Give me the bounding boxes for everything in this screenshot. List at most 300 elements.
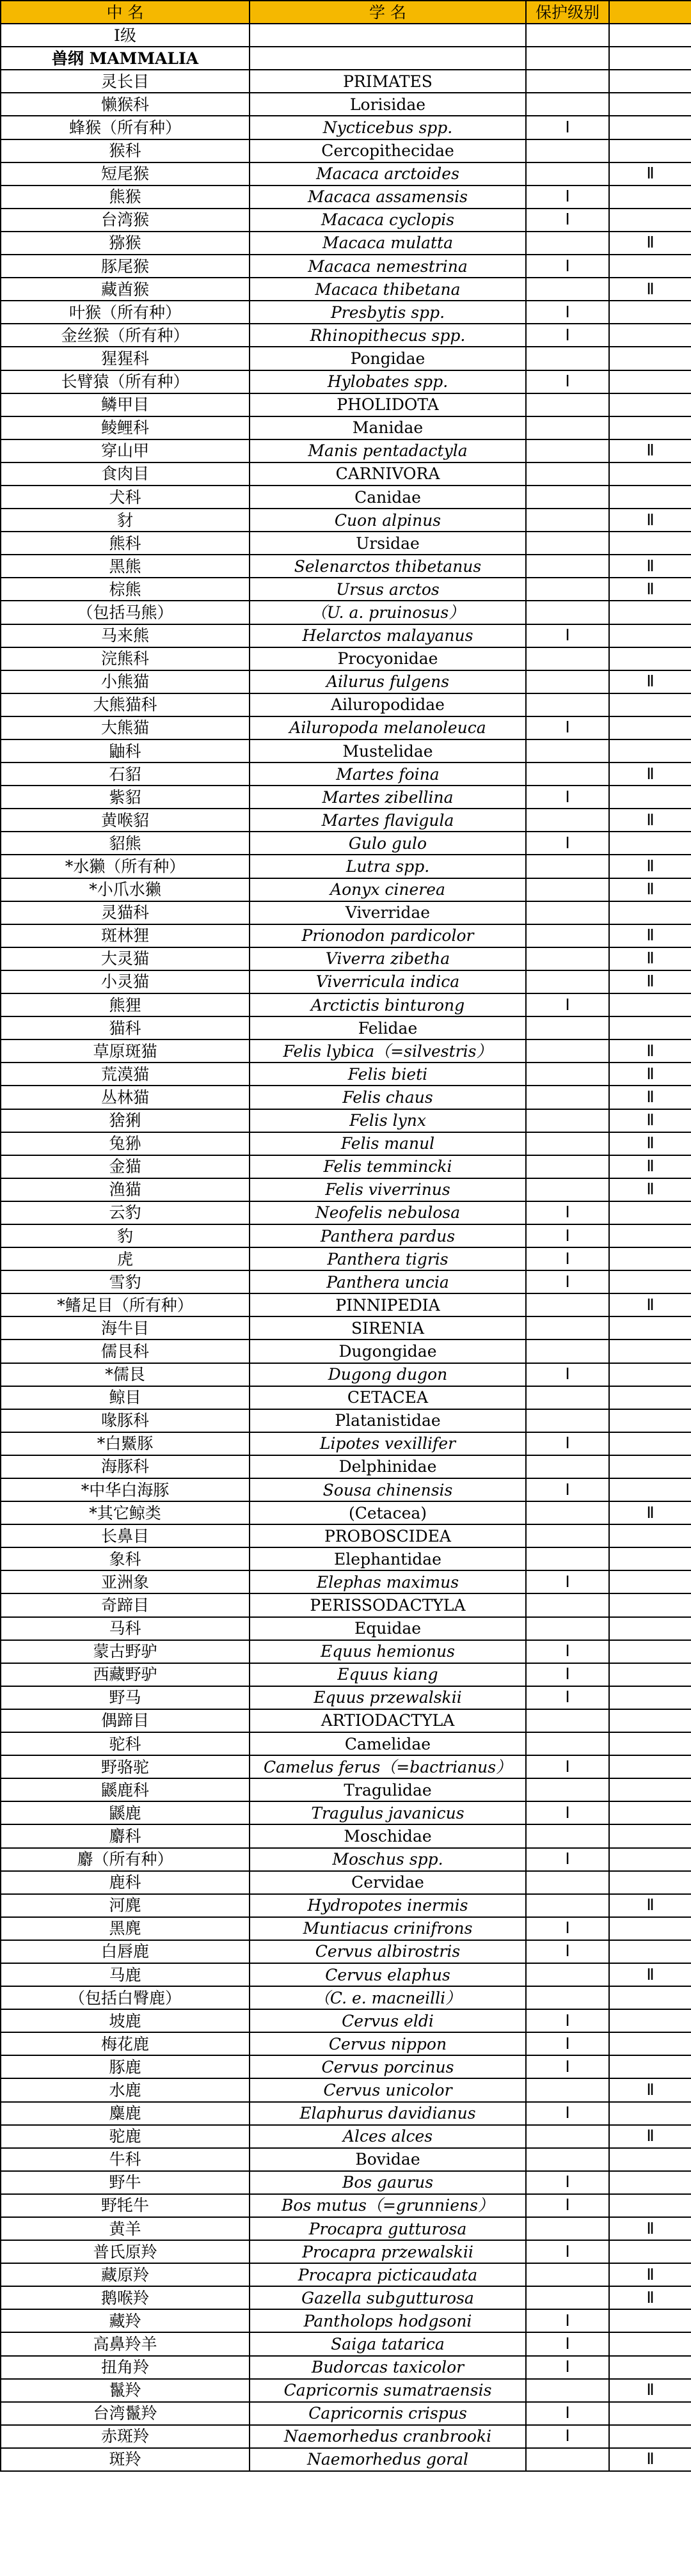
chinese-name-cell: 紫貂 — [1, 786, 250, 809]
chinese-name-cell: 驼鹿 — [1, 2125, 250, 2148]
chinese-name-cell: 斑林狸 — [1, 924, 250, 947]
level-two-cell: Ⅱ — [609, 809, 691, 832]
scientific-name-cell: Bovidae — [250, 2148, 526, 2171]
level-one-cell: Ⅰ — [526, 1224, 609, 1247]
level-one-cell: Ⅰ — [526, 2009, 609, 2032]
level-two-cell — [609, 993, 691, 1016]
level-two-cell — [609, 2332, 691, 2355]
level-two-cell — [609, 1617, 691, 1640]
level-two-cell — [609, 2194, 691, 2217]
level-two-cell: Ⅱ — [609, 1963, 691, 1986]
level-two-cell: Ⅱ — [609, 670, 691, 693]
scientific-name-cell: Dugong dugon — [250, 1363, 526, 1386]
level-two-cell — [609, 186, 691, 209]
level-one-cell — [526, 1016, 609, 1039]
scientific-name-cell: Mustelidae — [250, 739, 526, 763]
level-one-cell — [526, 578, 609, 601]
level-one-cell: Ⅰ — [526, 1640, 609, 1663]
level-one-cell: Ⅰ — [526, 1570, 609, 1593]
level-two-cell — [609, 1848, 691, 1871]
level-one-cell: Ⅰ — [526, 1478, 609, 1501]
chinese-name-cell: 长臂猿（所有种） — [1, 370, 250, 393]
level-two-cell — [609, 2402, 691, 2425]
scientific-name-cell: Neofelis nebulosa — [250, 1201, 526, 1224]
level-two-cell: Ⅱ — [609, 439, 691, 462]
chinese-name-cell: 云豹 — [1, 1201, 250, 1224]
chinese-name-cell: 黄喉貂 — [1, 809, 250, 832]
level-one-cell: Ⅰ — [526, 1270, 609, 1293]
table-row — [1, 1686, 691, 1709]
chinese-name-cell: 熊狸 — [1, 993, 250, 1016]
level-two-cell: Ⅱ — [609, 578, 691, 601]
table-row — [1, 370, 691, 393]
table-row — [1, 601, 691, 624]
level-one-cell — [526, 1732, 609, 1755]
level-one-cell: Ⅰ — [526, 2356, 609, 2379]
scientific-name-cell: Cervus porcinus — [250, 2055, 526, 2078]
table-row — [1, 1155, 691, 1178]
chinese-name-cell: 牛科 — [1, 2148, 250, 2171]
header-extra — [609, 1, 691, 24]
table-row — [1, 1894, 691, 1917]
chinese-name-cell: *其它鲸类 — [1, 1501, 250, 1524]
level-two-cell: Ⅱ — [609, 2286, 691, 2309]
level-two-cell — [609, 693, 691, 716]
table-row — [1, 647, 691, 670]
level-two-cell: Ⅱ — [609, 855, 691, 878]
table-row — [1, 1386, 691, 1409]
chinese-name-cell: 大熊猫科 — [1, 693, 250, 716]
table-row — [1, 2217, 691, 2240]
level-two-cell — [609, 324, 691, 347]
level-one-cell — [526, 739, 609, 763]
scientific-name-cell: Bos gaurus — [250, 2171, 526, 2194]
scientific-name-cell — [250, 24, 526, 47]
table-row — [1, 278, 691, 301]
scientific-name-cell: Hydropotes inermis — [250, 1894, 526, 1917]
scientific-name-cell: Cervus albirostris — [250, 1940, 526, 1963]
table-row — [1, 1432, 691, 1455]
level-one-cell — [526, 1778, 609, 1801]
level-one-cell: Ⅰ — [526, 255, 609, 278]
scientific-name-cell: Ailuropoda melanoleuca — [250, 716, 526, 739]
scientific-name-cell: Equus hemionus — [250, 1640, 526, 1663]
level-two-cell — [609, 1686, 691, 1709]
level-one-cell: Ⅰ — [526, 209, 609, 232]
level-one-cell — [526, 2379, 609, 2402]
level-two-cell — [609, 301, 691, 324]
chinese-name-cell: 食肉目 — [1, 462, 250, 486]
scientific-name-cell: Macaca nemestrina — [250, 255, 526, 278]
chinese-name-cell: 石貂 — [1, 763, 250, 786]
level-one-cell: Ⅰ — [526, 2425, 609, 2448]
level-one-cell — [526, 509, 609, 532]
chinese-name-cell: 海豚科 — [1, 1455, 250, 1478]
level-one-cell — [526, 647, 609, 670]
scientific-name-cell: Elephantidae — [250, 1547, 526, 1570]
scientific-name-cell: (Cetacea) — [250, 1501, 526, 1524]
scientific-name-cell: Martes foina — [250, 763, 526, 786]
chinese-name-cell: 野马 — [1, 1686, 250, 1709]
level-two-cell — [609, 1593, 691, 1616]
level-two-cell — [609, 1824, 691, 1847]
level-two-cell — [609, 786, 691, 809]
level-two-cell: Ⅱ — [609, 1132, 691, 1155]
table-row — [1, 1940, 691, 1963]
scientific-name-cell: Procapra gutturosa — [250, 2217, 526, 2240]
level-two-cell: Ⅱ — [609, 509, 691, 532]
chinese-name-cell: 黄羊 — [1, 2217, 250, 2240]
level-two-cell — [609, 2055, 691, 2078]
scientific-name-cell: Selenarctos thibetanus — [250, 555, 526, 578]
level-two-cell: Ⅱ — [609, 1109, 691, 1132]
level-two-cell — [609, 2102, 691, 2125]
level-one-cell — [526, 901, 609, 924]
level-one-cell: Ⅰ — [526, 624, 609, 647]
level-two-cell — [609, 1986, 691, 2009]
chinese-name-cell: 猩猩科 — [1, 347, 250, 370]
level-two-cell: Ⅱ — [609, 2379, 691, 2402]
scientific-name-cell: Cervus eldi — [250, 2009, 526, 2032]
scientific-name-cell: Naemorhedus goral — [250, 2448, 526, 2471]
scientific-name-cell: Felis chaus — [250, 1086, 526, 1109]
scientific-name-cell: Arctictis binturong — [250, 993, 526, 1016]
scientific-name-cell: Procapra przewalskii — [250, 2240, 526, 2263]
level-one-cell — [526, 1986, 609, 2009]
level-two-cell — [609, 370, 691, 393]
table-row — [1, 2240, 691, 2263]
table-row — [1, 970, 691, 993]
chinese-name-cell: 鲮鲤科 — [1, 416, 250, 439]
scientific-name-cell: Moschidae — [250, 1824, 526, 1847]
table-row — [1, 2402, 691, 2425]
chinese-name-cell: 海牛目 — [1, 1316, 250, 1339]
scientific-name-cell: Elaphurus davidianus — [250, 2102, 526, 2125]
table-row — [1, 1963, 691, 1986]
level-two-cell — [609, 2009, 691, 2032]
chinese-name-cell: 鼷鹿 — [1, 1801, 250, 1824]
scientific-name-cell: Moschus spp. — [250, 1848, 526, 1871]
scientific-name-cell: PHOLIDOTA — [250, 393, 526, 416]
level-two-cell — [609, 24, 691, 47]
table-row — [1, 47, 691, 70]
table-row — [1, 1570, 691, 1593]
level-two-cell: Ⅱ — [609, 1293, 691, 1316]
scientific-name-cell: Martes flavigula — [250, 809, 526, 832]
level-two-cell — [609, 347, 691, 370]
level-two-cell — [609, 139, 691, 162]
table-row — [1, 2078, 691, 2101]
level-one-cell: Ⅰ — [526, 2032, 609, 2055]
chinese-name-cell: 斑羚 — [1, 2448, 250, 2471]
scientific-name-cell: Procyonidae — [250, 647, 526, 670]
scientific-name-cell: Cercopithecidae — [250, 139, 526, 162]
table-row — [1, 2332, 691, 2355]
chinese-name-cell: *中华白海豚 — [1, 1478, 250, 1501]
scientific-name-cell: （U. a. pruinosus） — [250, 601, 526, 624]
level-two-cell: Ⅱ — [609, 1063, 691, 1086]
scientific-name-cell: Macaca assamensis — [250, 186, 526, 209]
scientific-name-cell: Equus przewalskii — [250, 1686, 526, 1709]
table-row — [1, 70, 691, 93]
scientific-name-cell: Ailuropodidae — [250, 693, 526, 716]
scientific-name-cell: Dugongidae — [250, 1339, 526, 1363]
level-two-cell — [609, 1709, 691, 1732]
chinese-name-cell: 金丝猴（所有种） — [1, 324, 250, 347]
table-row — [1, 2055, 691, 2078]
chinese-name-cell: 棕熊 — [1, 578, 250, 601]
chinese-name-cell: 灵长目 — [1, 70, 250, 93]
level-one-cell — [526, 47, 609, 70]
level-one-cell — [526, 555, 609, 578]
level-one-cell — [526, 439, 609, 462]
level-one-cell — [526, 1593, 609, 1616]
level-two-cell — [609, 1363, 691, 1386]
chinese-name-cell: 丛林猫 — [1, 1086, 250, 1109]
scientific-name-cell: Pantholops hodgsoni — [250, 2309, 526, 2332]
level-two-cell — [609, 2425, 691, 2448]
chinese-name-cell: 扭角羚 — [1, 2356, 250, 2379]
level-one-cell — [526, 139, 609, 162]
scientific-name-cell: Camelidae — [250, 1732, 526, 1755]
chinese-name-cell: *水獭（所有种） — [1, 855, 250, 878]
level-two-cell — [609, 832, 691, 855]
level-one-cell: Ⅰ — [526, 324, 609, 347]
level-two-cell — [609, 1871, 691, 1894]
scientific-name-cell: Felidae — [250, 1016, 526, 1039]
level-one-cell: Ⅰ — [526, 2240, 609, 2263]
scientific-name-cell: Presbytis spp. — [250, 301, 526, 324]
level-two-cell: Ⅱ — [609, 2217, 691, 2240]
level-two-cell: Ⅱ — [609, 970, 691, 993]
level-one-cell — [526, 486, 609, 509]
header-protection-level: 保护级别 — [526, 1, 609, 24]
chinese-name-cell: 猞猁 — [1, 1109, 250, 1132]
chinese-name-cell: 犬科 — [1, 486, 250, 509]
level-one-cell: Ⅰ — [526, 1940, 609, 1963]
level-one-cell — [526, 462, 609, 486]
level-two-cell — [609, 1016, 691, 1039]
chinese-name-cell: *儒艮 — [1, 1363, 250, 1386]
level-one-cell — [526, 1409, 609, 1432]
header-scientific-name: 学 名 — [250, 1, 526, 24]
level-two-cell — [609, 2309, 691, 2332]
scientific-name-cell: Alces alces — [250, 2125, 526, 2148]
scientific-name-cell: Macaca mulatta — [250, 232, 526, 255]
table-row — [1, 139, 691, 162]
level-two-cell — [609, 486, 691, 509]
chinese-name-cell: 野牛 — [1, 2171, 250, 2194]
chinese-name-cell: 貂熊 — [1, 832, 250, 855]
chinese-name-cell: 长鼻目 — [1, 1524, 250, 1547]
scientific-name-cell: Viverra zibetha — [250, 947, 526, 970]
scientific-name-cell: Felis lynx — [250, 1109, 526, 1132]
level-two-cell — [609, 1432, 691, 1455]
level-one-cell — [526, 1894, 609, 1917]
chinese-name-cell: 豺 — [1, 509, 250, 532]
level-one-cell — [526, 878, 609, 901]
table-row — [1, 1086, 691, 1109]
scientific-name-cell: Manis pentadactyla — [250, 439, 526, 462]
table-row — [1, 1316, 691, 1339]
chinese-name-cell: 马鹿 — [1, 1963, 250, 1986]
table-row — [1, 1501, 691, 1524]
table-row — [1, 509, 691, 532]
level-one-cell — [526, 2217, 609, 2240]
level-one-cell — [526, 1455, 609, 1478]
table-row — [1, 347, 691, 370]
chinese-name-cell: 西藏野驴 — [1, 1663, 250, 1686]
header-row — [1, 1, 691, 24]
level-one-cell — [526, 1293, 609, 1316]
table-row — [1, 1478, 691, 1501]
level-one-cell: Ⅰ — [526, 2402, 609, 2425]
table-row — [1, 1640, 691, 1663]
level-one-cell — [526, 2078, 609, 2101]
level-one-cell — [526, 1617, 609, 1640]
scientific-name-cell: Lorisidae — [250, 93, 526, 116]
scientific-name-cell: Elephas maximus — [250, 1570, 526, 1593]
level-two-cell — [609, 1247, 691, 1270]
chinese-name-cell: 虎 — [1, 1247, 250, 1270]
scientific-name-cell: Macaca arctoides — [250, 162, 526, 186]
level-two-cell — [609, 393, 691, 416]
level-one-cell — [526, 70, 609, 93]
level-two-cell — [609, 647, 691, 670]
chinese-name-cell: 亚洲象 — [1, 1570, 250, 1593]
table-row — [1, 1363, 691, 1386]
level-two-cell — [609, 1224, 691, 1247]
chinese-name-cell: 水鹿 — [1, 2078, 250, 2101]
level-one-cell: Ⅰ — [526, 1432, 609, 1455]
level-one-cell — [526, 1524, 609, 1547]
level-one-cell — [526, 278, 609, 301]
level-one-cell — [526, 93, 609, 116]
scientific-name-cell: Cuon alpinus — [250, 509, 526, 532]
scientific-name-cell: CARNIVORA — [250, 462, 526, 486]
level-two-cell — [609, 2240, 691, 2263]
level-two-cell: Ⅱ — [609, 763, 691, 786]
scientific-name-cell: Lipotes vexillifer — [250, 1432, 526, 1455]
chinese-name-cell: 鹅喉羚 — [1, 2286, 250, 2309]
chinese-name-cell: 黑熊 — [1, 555, 250, 578]
scientific-name-cell: Panthera pardus — [250, 1224, 526, 1247]
level-one-cell — [526, 1178, 609, 1201]
level-one-cell — [526, 162, 609, 186]
scientific-name-cell: Platanistidae — [250, 1409, 526, 1432]
level-one-cell — [526, 2263, 609, 2286]
level-one-cell — [526, 2286, 609, 2309]
level-two-cell — [609, 1339, 691, 1363]
table-row — [1, 878, 691, 901]
chinese-name-cell: 偶蹄目 — [1, 1709, 250, 1732]
chinese-name-cell: 麋鹿 — [1, 2102, 250, 2125]
chinese-name-cell: 赤斑羚 — [1, 2425, 250, 2448]
level-one-cell — [526, 924, 609, 947]
scientific-name-cell: Nycticebus spp. — [250, 116, 526, 139]
level-one-cell — [526, 670, 609, 693]
chinese-name-cell: *白鱀豚 — [1, 1432, 250, 1455]
level-two-cell: Ⅱ — [609, 947, 691, 970]
table-row — [1, 1986, 691, 2009]
level-one-cell — [526, 1963, 609, 1986]
chinese-name-cell: 鼬科 — [1, 739, 250, 763]
scientific-name-cell: Sousa chinensis — [250, 1478, 526, 1501]
scientific-name-cell: Gulo gulo — [250, 832, 526, 855]
chinese-name-cell: 鼷鹿科 — [1, 1778, 250, 1801]
chinese-name-cell: 穿山甲 — [1, 439, 250, 462]
table-row — [1, 2148, 691, 2171]
table-row — [1, 1778, 691, 1801]
level-one-cell: Ⅰ — [526, 301, 609, 324]
level-two-cell: Ⅱ — [609, 1894, 691, 1917]
level-one-cell: Ⅰ — [526, 1201, 609, 1224]
chinese-name-cell: 高鼻羚羊 — [1, 2332, 250, 2355]
scientific-name-cell: PROBOSCIDEA — [250, 1524, 526, 1547]
scientific-name-cell: Manidae — [250, 416, 526, 439]
level-two-cell — [609, 1547, 691, 1570]
table-row — [1, 1848, 691, 1871]
chinese-name-cell: 熊猴 — [1, 186, 250, 209]
level-one-cell — [526, 1339, 609, 1363]
level-one-cell: Ⅰ — [526, 370, 609, 393]
level-two-cell — [609, 1801, 691, 1824]
level-one-cell — [526, 693, 609, 716]
chinese-name-cell: 麝科 — [1, 1824, 250, 1847]
table-row — [1, 947, 691, 970]
table-row — [1, 1293, 691, 1316]
level-two-cell: Ⅱ — [609, 1039, 691, 1063]
table-row — [1, 1871, 691, 1894]
table-row — [1, 855, 691, 878]
table-row — [1, 24, 691, 47]
level-one-cell — [526, 1386, 609, 1409]
scientific-name-cell: ARTIODACTYLA — [250, 1709, 526, 1732]
level-one-cell — [526, 763, 609, 786]
scientific-name-cell: Tragulidae — [250, 1778, 526, 1801]
level-one-cell — [526, 2125, 609, 2148]
scientific-name-cell: Ailurus fulgens — [250, 670, 526, 693]
chinese-name-cell: 麝（所有种） — [1, 1848, 250, 1871]
scientific-name-cell: Cervus nippon — [250, 2032, 526, 2055]
level-two-cell — [609, 1917, 691, 1940]
table-row — [1, 93, 691, 116]
level-two-cell — [609, 116, 691, 139]
scientific-name-cell: Macaca thibetana — [250, 278, 526, 301]
level-two-cell — [609, 1755, 691, 1778]
table-row — [1, 1039, 691, 1063]
level-one-cell — [526, 2448, 609, 2471]
table-row — [1, 2263, 691, 2286]
scientific-name-cell — [250, 47, 526, 70]
level-one-cell — [526, 232, 609, 255]
level-two-cell — [609, 1732, 691, 1755]
level-one-cell — [526, 601, 609, 624]
level-one-cell — [526, 532, 609, 555]
table-row — [1, 2194, 691, 2217]
level-two-cell — [609, 1663, 691, 1686]
table-row — [1, 786, 691, 809]
table-row — [1, 809, 691, 832]
chinese-name-cell: 渔猫 — [1, 1178, 250, 1201]
level-two-cell — [609, 1524, 691, 1547]
table-row — [1, 2448, 691, 2471]
table-row — [1, 1178, 691, 1201]
level-two-cell: Ⅱ — [609, 878, 691, 901]
chinese-name-cell: 驼科 — [1, 1732, 250, 1755]
chinese-name-cell: 小灵猫 — [1, 970, 250, 993]
chinese-name-cell: 蜂猴（所有种） — [1, 116, 250, 139]
